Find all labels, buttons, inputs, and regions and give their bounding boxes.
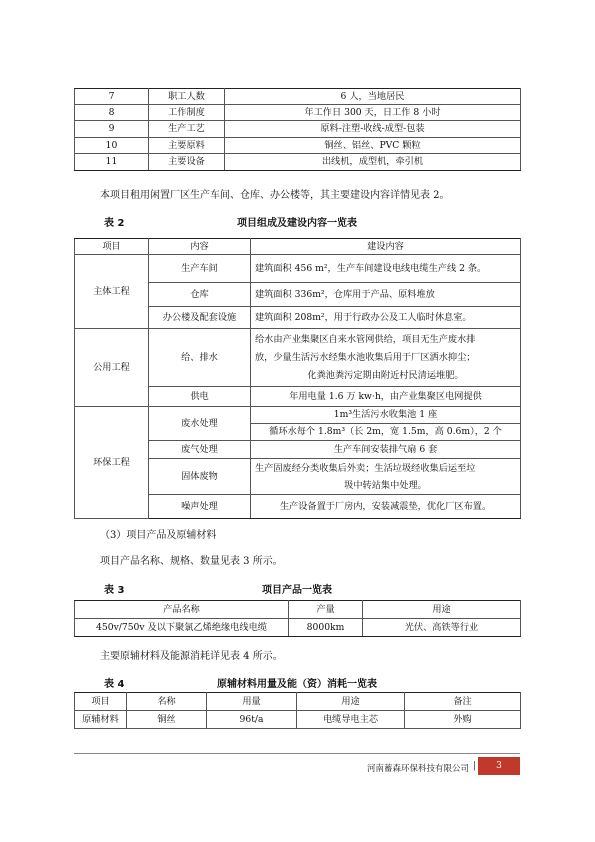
table-row: [75, 619, 521, 637]
table4-title: 原辅材料用量及能（资）消耗一览表: [217, 679, 377, 690]
table2-caption: [74, 214, 520, 228]
section-heading-3: （3）项目产品及原辅材料: [100, 530, 217, 541]
header-output: 产量: [289, 601, 363, 619]
table-row: [75, 255, 521, 283]
header-construction: 建设内容: [251, 239, 521, 255]
table2-title: 项目组成及建设内容一览表: [237, 218, 357, 229]
header-usage: 用途: [297, 693, 405, 711]
desc-line: 圾中转站集中处理。: [344, 479, 427, 491]
row-name: 办公楼及配套设施: [149, 307, 251, 329]
row-item: 职工人数: [149, 89, 225, 105]
row-name: 固体废物: [149, 459, 251, 495]
table-row: [75, 105, 521, 121]
table-row: [75, 138, 521, 154]
table-header-row: [75, 693, 521, 711]
product-qty: 8000km: [289, 619, 363, 637]
paragraph-materials: 主要原辅材料及能源消耗详见表 4 所示。: [100, 651, 283, 662]
row-no: 7: [75, 89, 149, 105]
table-header-row: [75, 239, 521, 255]
row-no: 9: [75, 121, 149, 138]
row-name: 供电: [149, 387, 251, 407]
footer-company: 河南蓄森环保科技有限公司: [366, 764, 469, 774]
row-name: 给、排水: [149, 329, 251, 387]
row-desc: 建筑面积 336m²，仓库用于产品、原料堆放: [251, 283, 521, 307]
header-item: 项目: [75, 239, 149, 255]
row-name: 仓库: [149, 283, 251, 307]
row-name: 噪声处理: [149, 495, 251, 519]
table-products: [74, 600, 521, 637]
desc-line: 给水由产业集聚区自来水管网供给，项目无生产废水排: [255, 333, 476, 345]
table4-caption: [74, 675, 520, 689]
desc-line: 化粪池粪污定期由附近村民清运堆肥。: [307, 369, 464, 381]
group-env: 环保工程: [75, 407, 149, 519]
header-item: 项目: [75, 693, 127, 711]
material-item: 原辅材料: [75, 711, 127, 729]
row-desc: 建筑面积 208m²，用于行政办公及工人临时休息室。: [251, 307, 521, 329]
table-header-row: [75, 601, 521, 619]
header-usage: 用途: [363, 601, 521, 619]
footer-divider: [74, 753, 520, 754]
row-value: 年工作日 300 天，日工作 8 小时: [225, 105, 521, 121]
header-amount: 用量: [207, 693, 297, 711]
group-public: 公用工程: [75, 329, 149, 407]
row-desc: 建筑面积 456 m²，生产车间建设电线电缆生产线 2 条。: [251, 255, 521, 283]
table3-caption: [74, 581, 520, 595]
paragraph-products: 项目产品名称、规格、数量见表 3 所示。: [100, 556, 283, 567]
row-value: 铜丝、铝丝、PVC 颗粒: [225, 138, 521, 154]
row-desc: 循环水每个 1.8m³（长 2m，宽 1.5m，高 0.6m），2 个: [251, 424, 521, 441]
table-row: [75, 154, 521, 171]
row-name: 废水处理: [149, 407, 251, 441]
header-content: 内容: [149, 239, 251, 255]
row-desc: 生产车间安装排气扇 6 套: [251, 441, 521, 459]
material-remarks: 外购: [405, 711, 521, 729]
table3-number: 表 3: [104, 585, 125, 596]
row-value: 6 人，当地居民: [225, 89, 521, 105]
table-row: [75, 329, 521, 387]
table3-title: 项目产品一览表: [262, 585, 332, 596]
table-row: [75, 711, 521, 729]
table-basic-info: [74, 88, 521, 171]
product-use: 光伏、高铁等行业: [363, 619, 521, 637]
row-item: 生产工艺: [149, 121, 225, 138]
table-row: [75, 89, 521, 105]
material-name: 铜丝: [127, 711, 207, 729]
paragraph-construction: 本项目租用闲置厂区生产车间、仓库、办公楼等，其主要建设内容详情见表 2。: [100, 190, 450, 201]
row-desc: 生产设备置于厂房内，安装减震垫，优化厂区布置。: [251, 495, 521, 519]
row-desc: [251, 459, 521, 495]
row-item: 主要设备: [149, 154, 225, 171]
table-row: [75, 121, 521, 138]
row-item: 工作制度: [149, 105, 225, 121]
desc-line: 生产固废经分类收集后外卖；生活垃圾经收集后运至垃: [255, 462, 476, 474]
row-item: 主要原料: [149, 138, 225, 154]
table-row: [75, 407, 521, 424]
table-project-composition: [74, 238, 521, 519]
product-name: 450v/750v 及以下聚氯乙烯绝缘电线电缆: [75, 619, 289, 637]
group-main: 主体工程: [75, 255, 149, 329]
header-product-name: 产品名称: [75, 601, 289, 619]
table-materials: [74, 692, 521, 729]
row-name: 废气处理: [149, 441, 251, 459]
table4-number: 表 4: [104, 679, 125, 690]
row-desc: 1m³生活污水收集池 1 座: [251, 407, 521, 424]
row-desc: [251, 329, 521, 387]
row-no: 11: [75, 154, 149, 171]
table2-number: 表 2: [104, 218, 125, 229]
footer-separator: |: [473, 761, 477, 771]
material-amount: 96t/a: [207, 711, 297, 729]
header-name: 名称: [127, 693, 207, 711]
material-use: 电缆导电主芯: [297, 711, 405, 729]
row-name: 生产车间: [149, 255, 251, 283]
page-number: 3: [478, 757, 520, 775]
row-no: 8: [75, 105, 149, 121]
row-desc: 年用电量 1.6 万 kw·h，由产业集聚区电网提供: [251, 387, 521, 407]
header-remarks: 备注: [405, 693, 521, 711]
row-value: 出线机，成型机，牵引机: [225, 154, 521, 171]
row-value: 原料-注塑-收线-成型-包装: [225, 121, 521, 138]
row-no: 10: [75, 138, 149, 154]
desc-line: 放，少量生活污水经集水池收集后用于厂区洒水抑尘；: [255, 351, 476, 363]
